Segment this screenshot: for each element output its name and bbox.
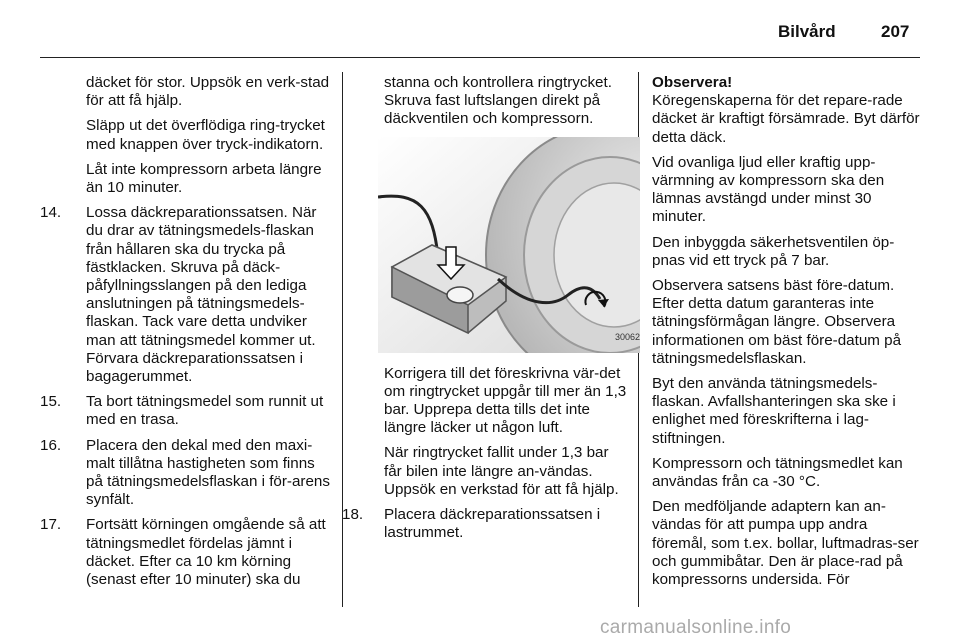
note-heading: Observera! [652,74,733,91]
paragraph: Observera satsens bäst före-datum. Efter detta datum garanteras inte tätningsförmågan längre. Observera informationen om bäst före-datum på tätningsmedelsflaskan. [652,277,902,367]
figure-number: 30062 [614,332,640,343]
compressor-diagram [378,137,640,353]
list-text: Placera den dekal med den maxi-malt tillåtna hastigheten som finns på tätningsmedelsflaskan i för-arens synfält. [86,436,330,509]
list-number: 15. [40,393,62,411]
paragraph: Byt den använda tätningsmedels-flaskan. Avfallshanteringen ska ske i enlighet med föreskrifterna i lag-stiftningen. [652,375,896,447]
watermark: carmanualsonline.info [600,617,792,638]
paragraph: stanna och kontrollera ringtrycket. Skruva fast luftslangen direkt på däckventilen och kompressorn. [384,74,612,128]
paragraph: däcket för stor. Uppsök en verk-stad för att få hjälp. [86,74,330,110]
paragraph: Låt inte kompressorn arbeta längre än 10 minuter. [86,160,322,197]
list-number: 14. [40,204,62,222]
paragraph: När ringtrycket fallit under 1,3 bar får bilen inte längre an-vändas. Uppsök en verkstad för att få hjälp. [384,444,619,498]
paragraph: Den medföljande adaptern kan an-vändas för att pumpa upp andra föremål, som t.ex. bollar, luftmadras-ser och gummibåtar. Den är place-rad på kompressorns undersida. För [652,498,919,589]
column-2 [342,74,640,549]
paragraph: Kompressorn och tätningsmedlet kan användas från ca -30 °C. [652,454,903,491]
paragraph: Korrigera till det föreskrivna vär-det om ringtrycket uppgår till mer än 1,3 bar. Upprepa detta tills det inte längre läcker ut någon luft. [384,364,627,437]
list-item [40,204,330,386]
list-number: 18. [342,506,364,524]
list-text: Placera däckreparationssatsen i lastrummet. [384,506,601,542]
list-number: 16. [40,436,62,454]
compressor-illustration [378,137,640,353]
list-number: 17. [40,516,62,534]
paragraph: Den inbyggda säkerhetsventilen öp-pnas vid ett tryck på 7 bar. [652,233,895,269]
list-text: Fortsätt körningen omgående så att tätningsmedlet fördelas jämnt i däcket. Efter ca 10 km körning (senast efter 10 minuter) ska du [86,516,326,589]
page-number: 207 [881,22,910,41]
column-1 [40,74,330,596]
column-3 [652,74,920,596]
list-item [40,437,330,510]
list-item [342,506,628,542]
page-header-title: Bilvård [778,22,836,41]
list-item [40,516,330,589]
header-divider [40,57,920,58]
list-text: Ta bort tätningsmedel som runnit ut med en trasa. [86,393,324,429]
paragraph: Släpp ut det överflödiga ring-trycket med knappen över tryck-indikatorn. [86,117,325,153]
paragraph: Vid ovanliga ljud eller kraftig upp-värmning av kompressorn ska den lämnas avstängd under minst 30 minuter. [652,153,885,226]
list-item [40,393,330,429]
paragraph: Köregenskaperna för det repare-rade däcket är kraftigt försämrade. Byt därför detta däck. [652,92,920,146]
list-text: Lossa däckreparationssatsen. När du drar av tätningsmedels-flaskan från hållaren ska du trycka på fästklacken. Skruva på däck-påfyllningsslangen på den lediga anslutningen på tätningsmedels-flaskan. Tack vare detta undviker man att tätningsmedel kommer ut. Förvara däckreparationssatsen i bagagerummet. [86,204,317,386]
